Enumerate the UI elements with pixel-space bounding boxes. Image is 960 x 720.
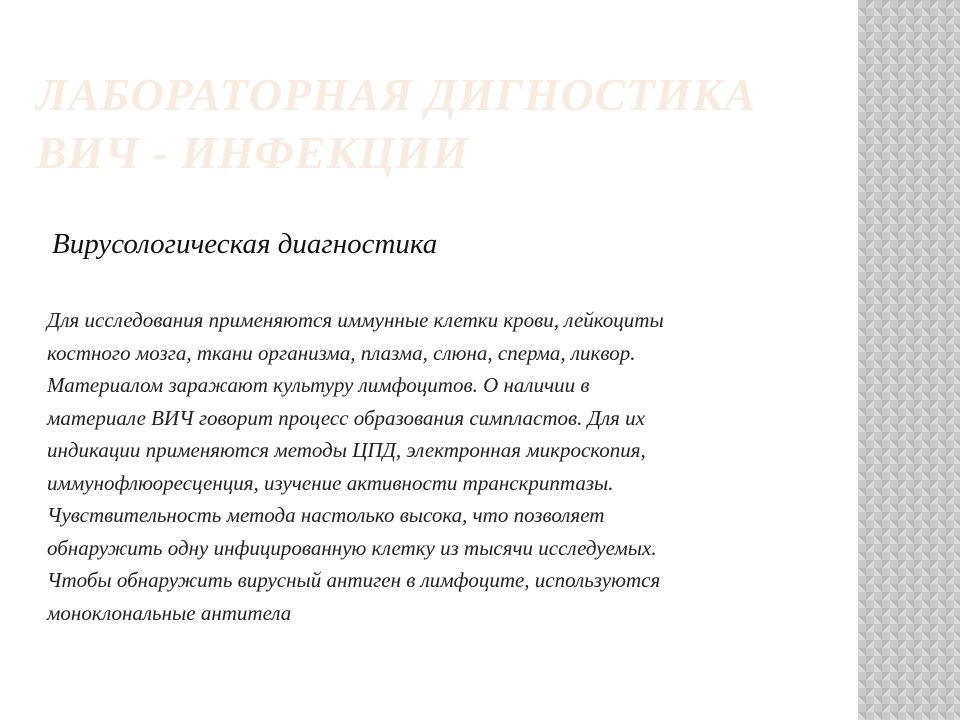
body-line: иммунофлюоресценция, изучение активности транскриптазы. [47,470,614,495]
body-line: Для исследования применяются иммунные клетки крови, лейкоциты [47,308,664,332]
title-line-2: ВИЧ - ИНФЕКЦИИ [36,127,470,178]
body-line: обнаружить одну инфицированную клетку из тысячи исследуемых. [47,535,657,560]
body-line: костного мозга, ткани организма, плазма, слюна, сперма, ликвор. [47,340,636,365]
body-line: Чтобы обнаружить вирусный антиген в лимфоците, используются [47,568,661,592]
body-text [47,304,847,629]
slide-title [36,66,836,182]
body-line: Материалом заражают культуру лимфоцитов. О наличии в [47,373,590,397]
body-line: материале ВИЧ говорит процесс образования симпластов. Для их [47,405,645,430]
body-line: индикации применяются методы ЦПД, электронная микроскопия, [47,438,646,462]
title-line-1: ЛАБОРАТОРНАЯ ДИГНОСТИКА [36,69,757,120]
body-line: моноклональные антитела [47,600,292,625]
decorative-side-strip [858,0,960,720]
body-line: Чувствительность метода настолько высока, что позволяет [47,503,605,527]
slide-subtitle: Вирусологическая диагностика [52,228,438,260]
